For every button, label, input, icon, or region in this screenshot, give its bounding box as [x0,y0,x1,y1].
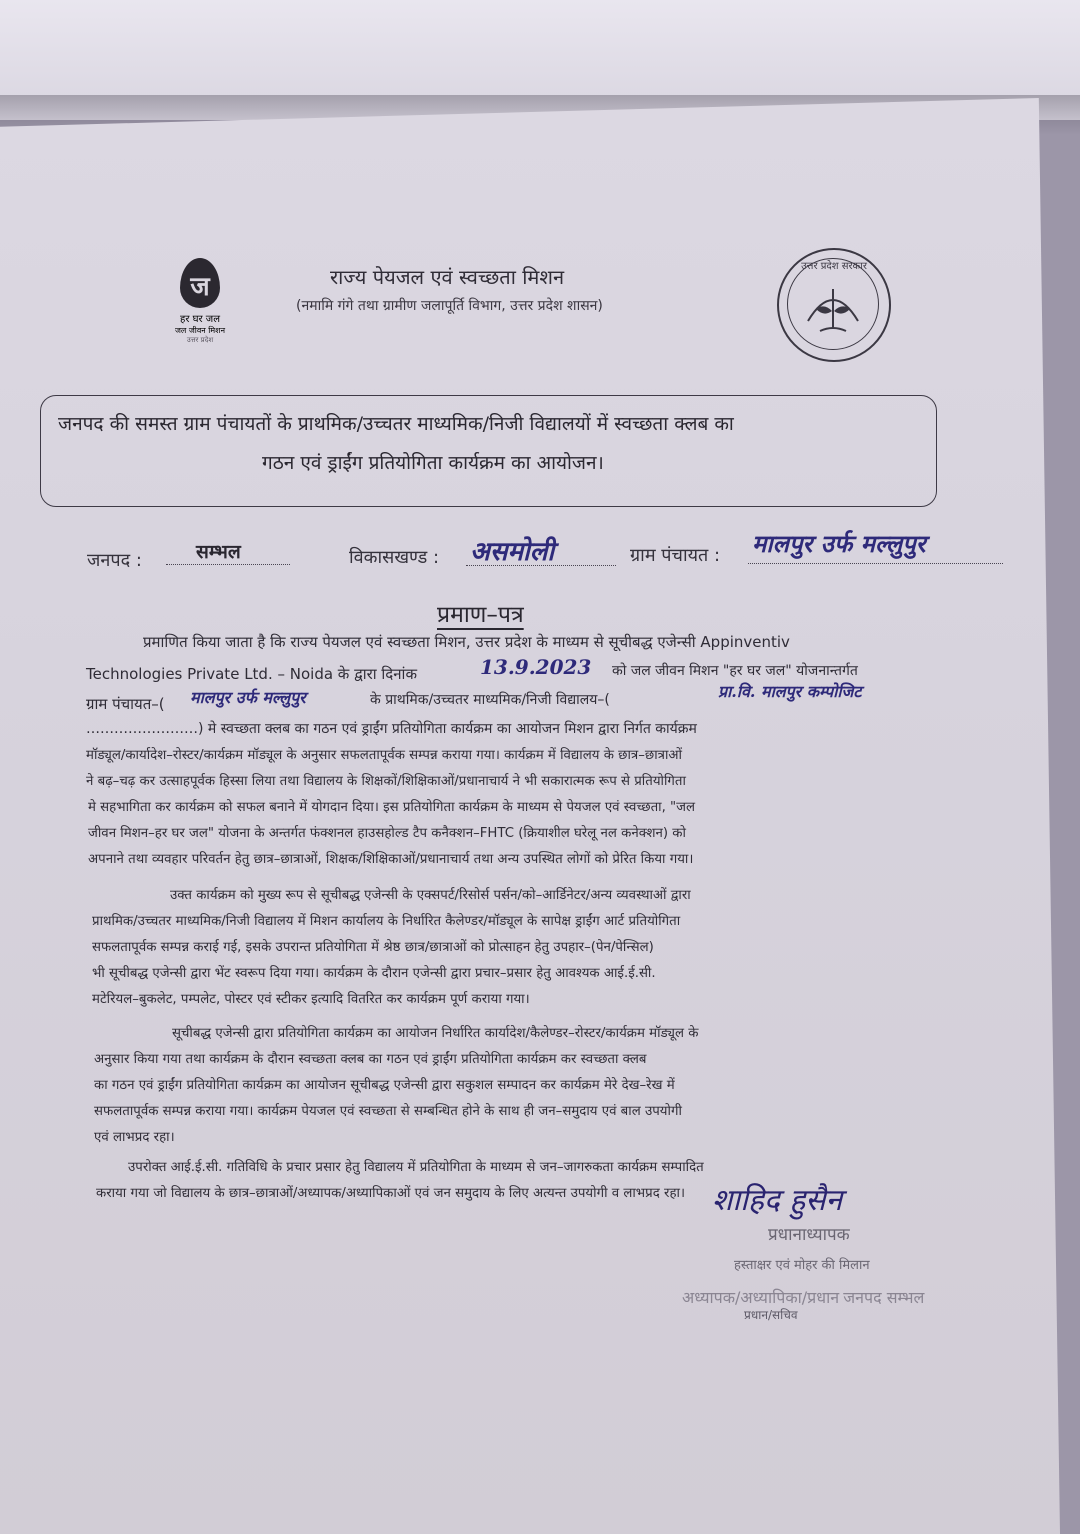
school-handwritten: प्रा.वि. मालपुर कम्पोजिट [718,682,862,701]
district-value: सम्भल [196,541,241,563]
para3-line4: सफलतापूर्वक सम्पन्न कराया गया। कार्यक्रम पेयजल एवं स्वच्छता से सम्बन्धित होने के साथ ही जन–समुदाय एवं बाल उपयोगी [94,1104,682,1119]
para1-line2a: Technologies Private Ltd. – Noida के द्वारा दिनांक [86,665,417,683]
stamp-line-1: हस्ताक्षर एवं मोहर की मिलान [734,1258,870,1273]
block-label: विकासखण्ड : [349,547,440,568]
para3-line5: एवं लाभप्रद रहा। [94,1130,175,1145]
para4-line1: उपरोक्त आई.ई.सी. गतिविधि के प्रचार प्रसार हेतु विद्यालय में प्रतियोगिता के माध्यम से जन–जागरुकता कार्यक्रम सम्पादित [128,1160,704,1175]
para1-line2b: को जल जीवन मिशन "हर घर जल" योजनान्तर्गत [612,663,858,679]
para2-line5: मटेरियल–बुकलेट, पम्पलेट, पोस्टर एवं स्टीकर इत्यादि वितरित कर कार्यक्रम पूर्ण कराया गया। [92,992,530,1007]
har-ghar-jal-logo [160,258,240,358]
para2-line2: प्राथमिक/उच्चतर माध्यमिक/निजी विद्यालय में मिशन कार्यालय के निर्धारित कैलेण्डर/मॉड्यूल के सापेक्ष ड्राईंग आर्ट प्रतियोगिता [92,914,681,929]
para4-line2: कराया गया जो विद्यालय के छात्र–छात्राओं/अध्यापक/अध्यापिकाओं एवं जन समुदाय के लिए अत्यन्त उपयोगी व लाभप्रद रहा। [96,1186,685,1201]
panchayat-label: ग्राम पंचायत : [630,545,721,566]
district-label: जनपद : [87,550,142,571]
para1-line8: जीवन मिशन–हर घर जल" योजना के अन्तर्गत फंक्शनल हाउसहोल्ड टैप कनैक्शन–FHTC (क्रियाशील घरेलू नल कनेक्शन) को [88,826,686,841]
para2-line4: भी सूचीबद्ध एजेन्सी द्वारा भेंट स्वरूप दिया गया। कार्यक्रम के दौरान एजेन्सी द्वारा प्रचार–प्रसार हेतु आवश्यक आई.ई.सी. [92,966,656,981]
state-emblem-seal [777,248,891,362]
panchayat-dotted-line [748,563,1003,564]
district-dotted-line [166,564,290,565]
para3-line1: सूचीबद्ध एजेन्सी द्वारा प्रतियोगिता कार्यक्रम का आयोजन निर्धारित कार्यादेश/कैलेण्डर–रोस्टर/कार्यक्रम मॉड्यूल के [172,1026,699,1041]
date-handwritten: 13.9.2023 [480,655,592,679]
stamp-district: जनपद सम्भल [843,1288,925,1307]
para1-line1: प्रमाणित किया जाता है कि राज्य पेयजल एवं स्वच्छता मिशन, उत्तर प्रदेश के माध्यम से सूचीबद्ध एजेन्सी Appinventiv [143,633,790,651]
subject-line-1: जनपद की समस्त ग्राम पंचायतों के प्राथमिक/उच्चतर माध्यमिक/निजी विद्यालयों में स्वच्छता क्लब का [58,413,734,435]
logo-line-1: हर घर जल [180,314,220,325]
gram-panchayat-handwritten: मालपुर उर्फ मल्लुपुर [190,688,306,707]
emblem-fish-bow-icon [788,259,878,349]
stamp-line-2 [682,1286,924,1308]
para2-line1: उक्त कार्यक्रम को मुख्य रूप से सूचीबद्ध एजेन्सी के एक्सपर्ट/रिसोर्स पर्सन/को–आर्डिनेटर/अन्य व्यवस्थाओं द्वारा [170,888,691,903]
emblem-text: उत्तर प्रदेश सरकार [801,261,867,272]
para1-line3b: के प्राथमिक/उच्चतर माध्यमिक/निजी विद्यालय–( [370,692,610,708]
mission-title: राज्य पेयजल एवं स्वच्छता मिशन [330,265,565,289]
principal-designation: प्रधानाध्यापक [768,1225,850,1245]
block-dotted-line [466,565,616,566]
para1-line3a: ग्राम पंचायत–( [86,695,165,713]
certificate-title: प्रमाण–पत्र [437,602,524,628]
para1-line6: ने बढ़–चढ़ कर उत्साहपूर्वक हिस्सा लिया तथा विद्यालय के शिक्षकों/शिक्षिकाओं/प्रधानाचार्य ने भी सकारात्मक रूप से प्रतियोगिता [86,774,686,789]
para1-line9: अपनाने तथा व्यवहार परिवर्तन हेतु छात्र–छात्राओं, शिक्षक/शिक्षिकाओं/प्रधानाचार्य तथा अन्य उपस्थित लोगों को प्रेरित किया गया। [88,852,694,867]
water-drop-icon: ज [180,258,220,308]
para1-line7: मे सहभागिता कर कार्यक्रम को सफल बनाने में योगदान दिया। इस प्रतियोगिता कार्यक्रम के माध्यम से पेयजल एवं स्वच्छता, "जल [88,800,696,815]
panchayat-value-handwritten: मालपुर उर्फ मल्लुपुर [752,529,926,558]
para3-line2: अनुसार किया गया तथा कार्यक्रम के दौरान स्वच्छता क्लब का गठन एवं ड्राईंग प्रतियोगिता कार्यक्रम कर स्वच्छता क्लब [94,1052,647,1067]
logo-line-2: जल जीवन मिशन [174,326,226,335]
para2-line3: सफलतापूर्वक सम्पन्न कराई गई, इसके उपरान्त प्रतियोगिता में श्रेष्ठ छात्र/छात्राओं को प्रोत्साहन हेतु उपहार–(पेन/पेन्सिल) [92,940,654,955]
stamp-line-2-text: अध्यापक/अध्यापिका/प्रधान [682,1288,840,1307]
para1-line5: मॉड्यूल/कार्यादेश–रोस्टर/कार्यक्रम मॉड्यूल के अनुसार सफलतापूर्वक सम्पन्न कराया गया। कार्यक्रम में विद्यालय के छात्र–छात्राओं [86,748,683,763]
block-value-handwritten: असमोली [470,537,555,567]
stamp-line-3: प्रधान/सचिव [744,1308,798,1322]
emblem-inner-ring [787,258,879,350]
para1-line4: ……………………) मे स्वच्छता क्लब का गठन एवं ड्राईंग प्रतियोगिता कार्यक्रम का आयोजन मिशन द्वारा निर्गत कार्यक्रम [86,721,697,737]
subject-line-2: गठन एवं ड्राईंग प्रतियोगिता कार्यक्रम का आयोजन। [262,452,604,474]
mission-subtitle: (नमामि गंगे तथा ग्रामीण जलापूर्ति विभाग, उत्तर प्रदेश शासन) [296,298,603,314]
logo-line-3: उत्तर प्रदेश [186,336,214,344]
principal-signature: शाहिद हुसैन [712,1183,843,1218]
para3-line3: का गठन एवं ड्राईंग प्रतियोगिता कार्यक्रम का आयोजन सूचीबद्ध एजेन्सी द्वारा सकुशल सम्पादन कर कार्यक्रम मेरे देख–रेख में [94,1078,675,1093]
